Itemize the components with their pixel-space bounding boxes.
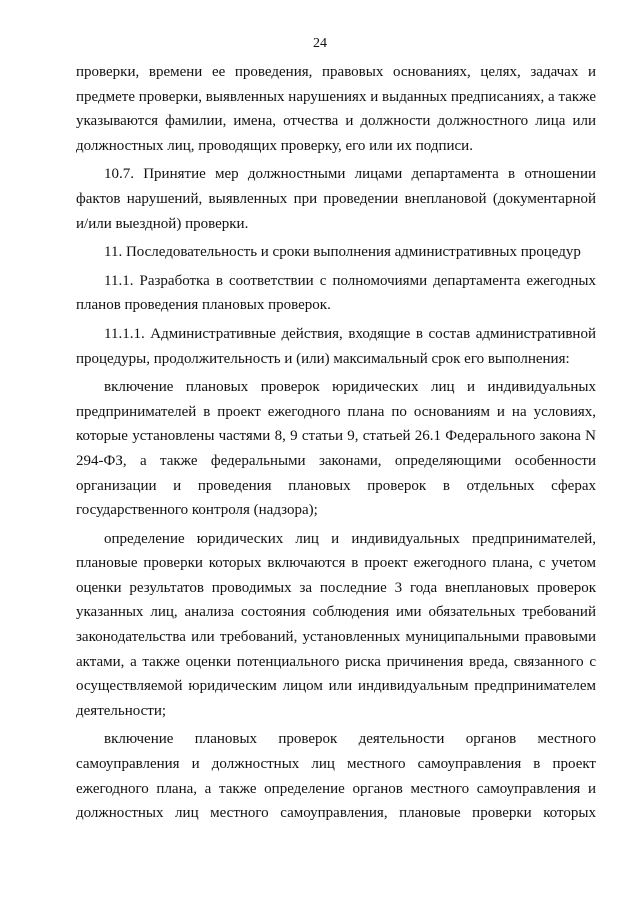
section-heading-11: 11. Последовательность и сроки выполнения административных процедур <box>104 244 581 261</box>
page-number: 24 <box>313 36 327 51</box>
paragraph-11-1: 11.1. Разработка в соответствии с полномочиями департамента ежегодных планов проведения плановых проверок. <box>76 272 596 314</box>
paragraph-inclusion-legal-entities: включение плановых проверок юридических лиц и индивидуальных предпринимателей в проект ежегодного плана по основаниям и на условиях, которые установлены частями 8, 9 статьи 9, статьей 26.1 Федерального закона N 294-ФЗ, а также федеральными законами, определяющими особенности организации и проведения плановых проверок в отдельных сферах государственного контроля (надзора); <box>76 379 596 519</box>
paragraph-11-1-1: 11.1.1. Административные действия, входящие в состав административной процедуры, продолжительность и (или) максимальный срок его выполнения: <box>76 325 596 367</box>
document-body <box>76 60 596 830</box>
paragraph-10-7: 10.7. Принятие мер должностными лицами департамента в отношении фактов нарушений, выявленных при проведении внеплановой (документарной и/или выездной) проверки. <box>76 166 596 232</box>
paragraph-inclusion-local-government: включение плановых проверок деятельности органов местного самоуправления и должностных лиц местного самоуправления в проект ежегодного плана, а также определение органов местного самоуправления и должностных лиц местного самоуправления, плановые проверки которых <box>76 731 596 822</box>
paragraph-continuation: проверки, времени ее проведения, правовых основаниях, целях, задачах и предмете проверки, выявленных нарушениях и выданных предписаниях, а также указываются фамилии, имена, отчества и должности должностного лица или должностных лиц, проводящих проверку, его или их подписи. <box>76 64 596 154</box>
paragraph-determination-legal-entities: определение юридических лиц и индивидуальных предпринимателей, плановые проверки которых включаются в проект ежегодного плана, с учетом оценки результатов проводимых за последние 3 года внеплановых проверок указанных лиц, анализа состояния соблюдения ими обязательных требований законодательства или требований, установленных муниципальными правовыми актами, а также оценки потенциального риска причинения вреда, связанного с осуществляемой юридическим лицом или индивидуальным предпринимателем деятельности; <box>76 530 596 719</box>
